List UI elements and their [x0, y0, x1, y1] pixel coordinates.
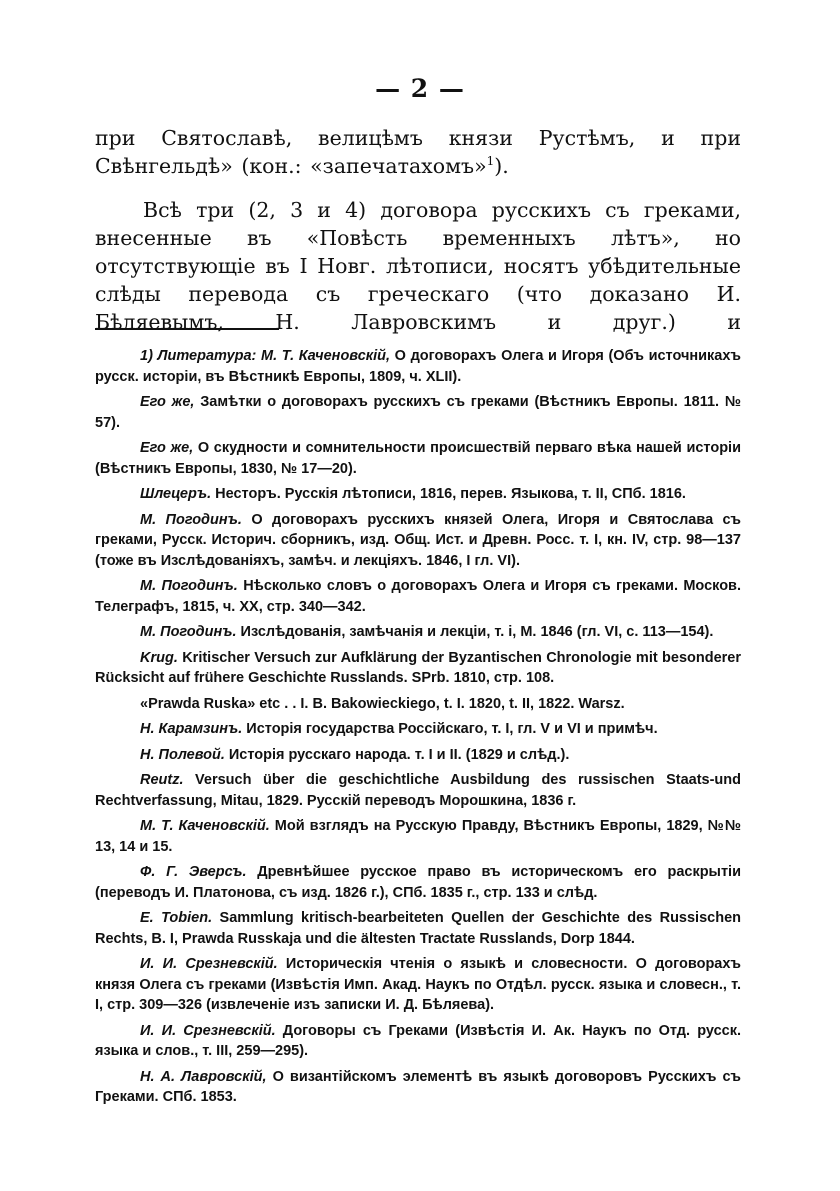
footnote-entry [95, 745, 741, 766]
footnote-entry [95, 510, 741, 572]
footnote-entry [95, 346, 741, 387]
footnote-entry [95, 862, 741, 903]
footnote-author: И. И. Срезневскій. [140, 956, 278, 972]
footnote-entry [95, 816, 741, 857]
footnote-entry [95, 622, 741, 643]
footnote-entry [95, 770, 741, 811]
footnote-author: Н. Карамзинъ. [140, 721, 243, 737]
footnote-author: М. Погодинъ. [140, 578, 238, 594]
footnote-divider [95, 328, 279, 330]
footnote-author: 1) Литература: М. Т. Каченовскій, [140, 348, 391, 364]
footnote-author: Reutz. [140, 772, 184, 788]
footnote-entry [95, 1021, 741, 1062]
footnote-entry [95, 438, 741, 479]
footnote-text: Древнѣйшее русское право въ историческомъ его раскрытіи (переводъ И. Платонова, съ изд. 1826 г.), СПб. 1835 г., стр. 133 и слѣд. [95, 864, 741, 901]
footnote-text: О скудности и сомнительности происшествій перваго вѣка нашей исторіи (Вѣстникъ Европы, 1830, № 17—20). [95, 440, 741, 477]
footnote-entry [95, 648, 741, 689]
footnote-entry [95, 392, 741, 433]
footnote-author: М. Погодинъ. [140, 511, 242, 528]
footnote-text: Договоры съ Греками (Извѣстія И. Ак. Наукъ по Отд. русск. языка и слов., т. III, 259—295). [95, 1022, 742, 1059]
footnote-author: Шлецеръ. [140, 486, 212, 502]
footnote-text: Историческія чтенія о языкѣ и словесности. О договорахъ князя Олега съ греками (Извѣстія Имп. Акад. Наукъ по Отдѣл. русск. языка и словесн., т. I, стр. 309—326 (извлеченіе изъ записки И. Д. Бѣляева). [95, 956, 741, 1013]
footnote-author: Его же, [140, 440, 194, 456]
footnote-author: E. Tobien. [140, 910, 213, 926]
footnote-author: М. Т. Каченовскій. [140, 818, 270, 834]
footnote-author: Н. Полевой. [140, 746, 225, 763]
footnote-text: «Prawda Ruska» etc . . I. B. Bakowieckiego, t. I. 1820, t. II, 1822. Warsz. [140, 695, 625, 712]
footnote-marker: 1 [486, 154, 495, 169]
footnote-text: Исторія русскаго народа. т. I и II. (1829 и слѣд.). [224, 746, 570, 763]
footnote-entry [95, 1067, 741, 1108]
footnote-text: Замѣтки о договорахъ русскихъ съ греками (Вѣстникъ Европы. 1811. № 57). [95, 394, 741, 431]
footnote-author: Ф. Г. Эверсъ. [140, 864, 247, 880]
footnote-entry [95, 908, 741, 949]
footnote-entry [95, 694, 741, 715]
paragraph-treaties: Всѣ три (2, 3 и 4) договора русскихъ съ греками, внесенные въ «Повѣсть временныхъ лѣтъ», но отсутствующіе въ I Новг. лѣтописи, носятъ убѣдительные слѣды перевода съ греческаго (что доказано И. Бѣляевымъ, Н. Лавровскимъ и друг.) и [95, 198, 741, 334]
footnote-text: Versuch über die geschichtliche Ausbildung des russischen Staats-und Rechtverfassung, Mitau, 1829. Русскій переводъ Морошкина, 1836 г. [95, 772, 741, 809]
footnote-author: Н. А. Лавровскій, [140, 1068, 267, 1085]
footnote-text: О договорахъ русскихъ князей Олега, Игоря и Святослава съ греками, Русск. Историч. сборникъ, изд. Общ. Ист. и Древн. Росс. т. I, кн. IV, стр. 98—137 (тоже въ Изслѣдованіяхъ, замѣч. и лекціяхъ. 1846, I гл. VI). [95, 511, 742, 569]
footnote-entry [95, 954, 741, 1016]
footnote-author: И. И. Срезневскій. [140, 1022, 276, 1039]
paragraph-1-text: при Святославѣ, велицѣмъ князи Рустѣмъ, и при Свѣнгельдѣ» (кон.: «запечатахомъ» [95, 126, 741, 178]
paragraph-continuation [95, 124, 741, 180]
page-number: — 2 — [375, 74, 465, 103]
paragraph-1-tail: ). [494, 154, 509, 178]
footnote-author: М. Погодинъ. [140, 624, 237, 640]
footnote-text: Sammlung kritisch-bearbeiteten Quellen der Geschichte des Russischen Rechts, B. I, Prawda Russkaja und die ältesten Tractate Russlands, Dorp 1844. [95, 910, 741, 947]
footnote-author: Его же, [140, 394, 195, 410]
footnote-entry [95, 576, 741, 617]
footnote-entry [95, 719, 741, 740]
footnote-entry [95, 484, 741, 505]
footnote-text: Исторія государства Россійскаго, т. I, гл. V и VI и примѣч. [242, 721, 658, 737]
footnote-text: Мой взглядъ на Русскую Правду, Вѣстникъ Европы, 1829, №№ 13, 14 и 15. [95, 818, 741, 855]
footnote-text: О договорахъ Олега и Игоря (Объ источникахъ русск. исторіи, въ Вѣстникѣ Европы, 1809, ч. XLII). [95, 348, 741, 385]
footnotes [95, 346, 741, 1113]
footnote-text: О византійскомъ элементѣ въ языкѣ договоровъ Русскихъ съ Греками. СПб. 1853. [95, 1068, 741, 1105]
footnote-text: Kritischer Versuch zur Aufklärung der Byzantischen Chronologie mit besonderer Rücksicht auf frühere Geschichte Russlands. SPrb. 1810, стр. 108. [95, 649, 741, 686]
footnote-author: Krug. [140, 649, 178, 666]
footnote-text: Нѣсколько словъ о договорахъ Олега и Игоря съ греками. Москов. Телеграфъ, 1815, ч. XX, стр. 340—342. [95, 578, 741, 615]
main-text [95, 124, 741, 336]
footnote-text: Изслѣдованія, замѣчанія и лекціи, т. і, М. 1846 (гл. VI, с. 113—154). [236, 624, 714, 640]
footnote-text: Несторъ. Русскія лѣтописи, 1816, перев. Языкова, т. II, СПб. 1816. [211, 486, 686, 502]
